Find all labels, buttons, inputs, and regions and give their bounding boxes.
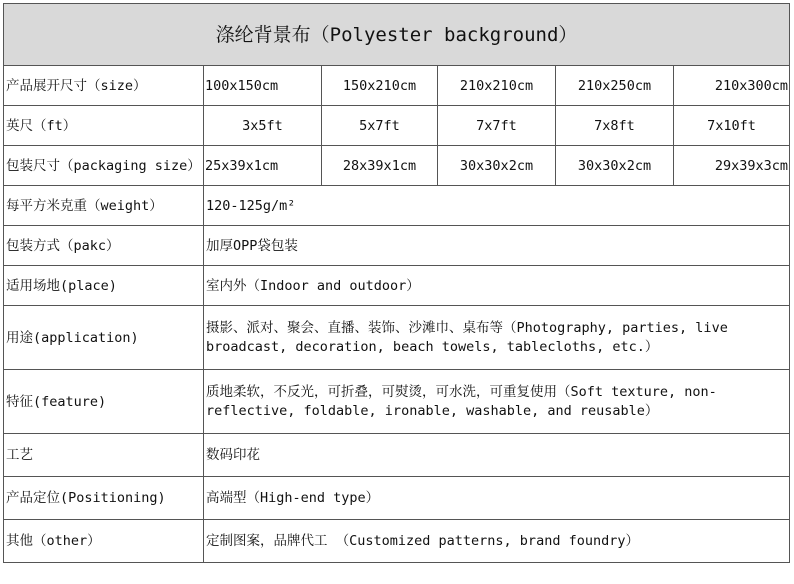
size-value-5: 210x300cm (674, 66, 790, 106)
packaging-value-3: 30x30x2cm (438, 146, 556, 186)
ft-value-5: 7x10ft (674, 106, 790, 146)
table-row (4, 186, 790, 226)
row-label-weight: 每平方米克重（weight） (4, 186, 204, 226)
ft-value-4: 7x8ft (556, 106, 674, 146)
size-value-2: 150x210cm (322, 66, 438, 106)
packaging-value-5: 29x39x3cm (674, 146, 790, 186)
feature-value: 质地柔软，不反光，可折叠，可熨烫，可水洗，可重复使用（Soft texture, non-reflective, foldable, ironable, washable, and reusable） (204, 370, 790, 434)
ft-value-3: 7x7ft (438, 106, 556, 146)
craft-value: 数码印花 (204, 434, 790, 477)
positioning-value: 高端型（High-end type） (204, 477, 790, 520)
table-row (4, 266, 790, 306)
ft-value-2: 5x7ft (322, 106, 438, 146)
ft-value-1: 3x5ft (204, 106, 322, 146)
row-label-ft: 英尺（ft） (4, 106, 204, 146)
table-row (4, 226, 790, 266)
row-label-feature: 特征(feature) (4, 370, 204, 434)
table-row (4, 477, 790, 520)
application-value: 摄影、派对、聚会、直播、装饰、沙滩巾、桌布等（Photography, parties, live broadcast, decoration, beach towels, tablecloths, etc.） (204, 306, 790, 370)
size-value-4: 210x250cm (556, 66, 674, 106)
pakc-value: 加厚OPP袋包装 (204, 226, 790, 266)
row-label-application: 用途(application) (4, 306, 204, 370)
packaging-value-1: 25x39x1cm (204, 146, 322, 186)
row-label-positioning: 产品定位(Positioning) (4, 477, 204, 520)
row-label-other: 其他（other） (4, 520, 204, 563)
row-label-packaging: 包装尺寸（packaging size） (4, 146, 204, 186)
title-row (4, 4, 790, 66)
table-title: 涤纶背景布（Polyester background） (4, 4, 790, 66)
table-row (4, 306, 790, 370)
weight-value: 120-125g/m² (204, 186, 790, 226)
place-value: 室内外（Indoor and outdoor） (204, 266, 790, 306)
spec-sheet (3, 3, 789, 580)
spec-table (3, 3, 790, 563)
table-row (4, 146, 790, 186)
table-row (4, 370, 790, 434)
other-value: 定制图案，品牌代工 （Customized patterns, brand foundry） (204, 520, 790, 563)
row-label-size: 产品展开尺寸（size） (4, 66, 204, 106)
row-label-craft: 工艺 (4, 434, 204, 477)
size-value-1: 100x150cm (204, 66, 322, 106)
row-label-pakc: 包装方式（pakc） (4, 226, 204, 266)
packaging-value-2: 28x39x1cm (322, 146, 438, 186)
row-label-place: 适用场地(place) (4, 266, 204, 306)
packaging-value-4: 30x30x2cm (556, 146, 674, 186)
table-row (4, 106, 790, 146)
table-row (4, 434, 790, 477)
size-value-3: 210x210cm (438, 66, 556, 106)
table-row (4, 520, 790, 563)
table-row (4, 66, 790, 106)
